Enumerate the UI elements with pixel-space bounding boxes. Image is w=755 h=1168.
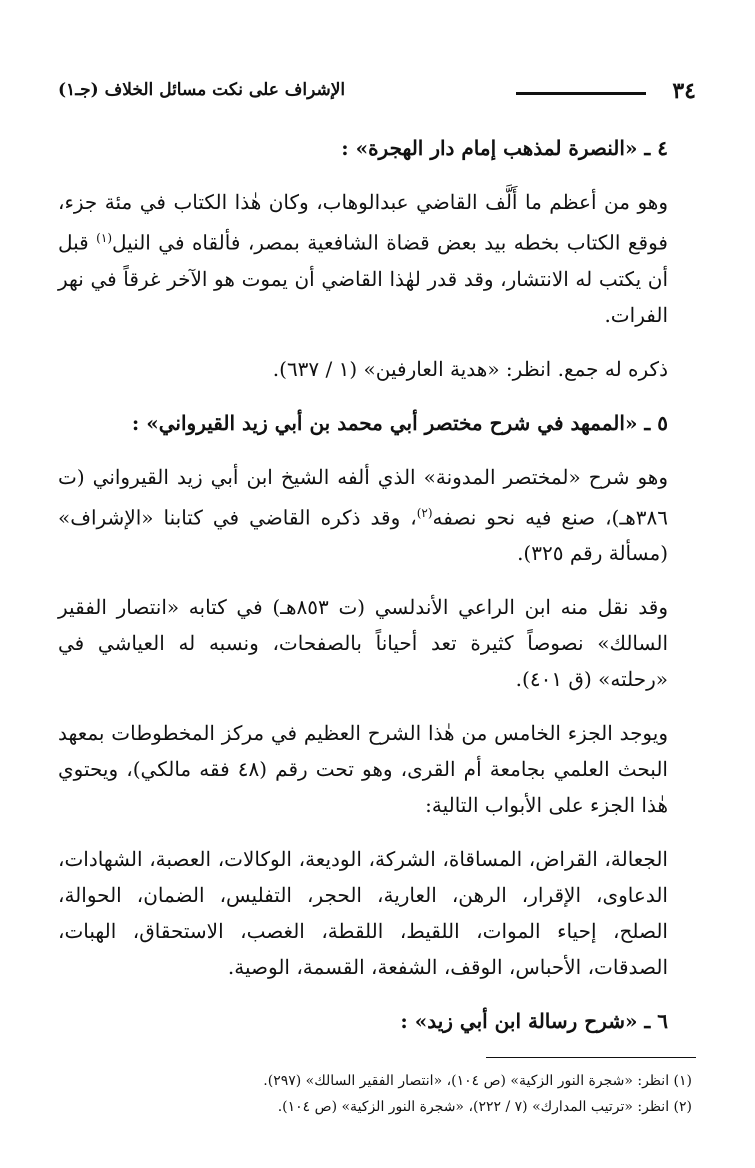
paragraph-5: ويوجد الجزء الخامس من هٰذا الشرح العظيم في مركز المخطوطات بمعهد البحث العلمي بجامعة أم القرى، وهو تحت رقم (٤٨ فقه مالكي)، ويحتوي هٰذا الجزء على الأبواب التالية:	[58, 721, 668, 818]
footnote-ref-2: (٢)	[416, 505, 433, 520]
paragraph-3-text-b: ، وقد ذكره القاضي في كتابنا «الإشراف» (مسألة رقم ٣٢٥).	[58, 505, 668, 566]
section-heading-6: ٦ ـ «شرح رسالة ابن أبي زيد» :	[400, 1009, 668, 1034]
header-rule	[516, 92, 646, 95]
book-page	[58, 78, 696, 1120]
paragraph-4: وقد نقل منه ابن الراعي الأندلسي (ت ٨٥٣هـ) في كتابه «انتصار الفقير السالك» نصوصاً كثيرة تعد أحياناً بالصفحات، ونسبه له العياشي في «رحلته» (ق ٤٠١).	[58, 595, 668, 692]
paragraph-3	[58, 459, 696, 572]
footnote-ref-1: (١)	[96, 231, 112, 245]
paragraph-3-text-a: وهو شرح «لمختصر المدونة» الذي ألفه الشيخ ابن أبي زيد القيرواني (ت ٣٨٦هـ)، صنع فيه نحو نصفه	[58, 464, 668, 530]
paragraph-1-text-a: وهو من أعظم ما أَلَّف القاضي عبدالوهاب، وكان هٰذا الكتاب في مئة جزء، فوقع الكتاب بخطه بيد بعض قضاة الشافعية بمصر، فألقاه في النيل	[58, 190, 668, 255]
paragraph-1	[58, 184, 696, 333]
running-title: الإشراف على نكت مسائل الخلاف (جـ١)	[58, 80, 346, 100]
section-heading-5: ٥ ـ «الممهد في شرح مختصر أبي محمد بن أبي زيد القيرواني» :	[131, 410, 668, 435]
page-body	[58, 130, 696, 1039]
footnote-1: (١) انظر: «شجرة النور الزكية» (ص ١٠٤)، «انتصار الفقير السالك» (٢٩٧).	[263, 1073, 692, 1090]
running-header	[58, 78, 696, 110]
paragraph-1-text-b: قبل أن يكتب له الانتشار، وقد قدر لهٰذا القاضي أن يموت هو الآخر غرقاً في نهر الفرات.	[58, 230, 668, 327]
paragraph-2: ذكره له جمع. انظر: «هدية العارفين» (١ / ٦٣٧).	[272, 356, 668, 381]
footnote-separator	[486, 1057, 696, 1058]
section-heading-4: ٤ ـ «النصرة لمذهب إمام دار الهجرة» :	[341, 136, 668, 160]
footnote-2: (٢) انظر: «ترتيب المدارك» (٧ / ٢٢٢)، «شجرة النور الزكية» (ص ١٠٤).	[277, 1099, 692, 1116]
page-number: ٣٤	[672, 78, 696, 104]
paragraph-6: الجعالة، القراض، المساقاة، الشركة، الوديعة، الوكالات، العصبة، الشهادات، الدعاوى، الإقرار، الرهن، العارية، الحجر، التفليس، الضمان، الحوالة، الصلح، إحياء الموات، اللقيط، اللقطة، الغصب، الاستحقاق، الهبات، الصدقات، الأحباس، الوقف، الشفعة، القسمة، الوصية.	[58, 847, 668, 980]
